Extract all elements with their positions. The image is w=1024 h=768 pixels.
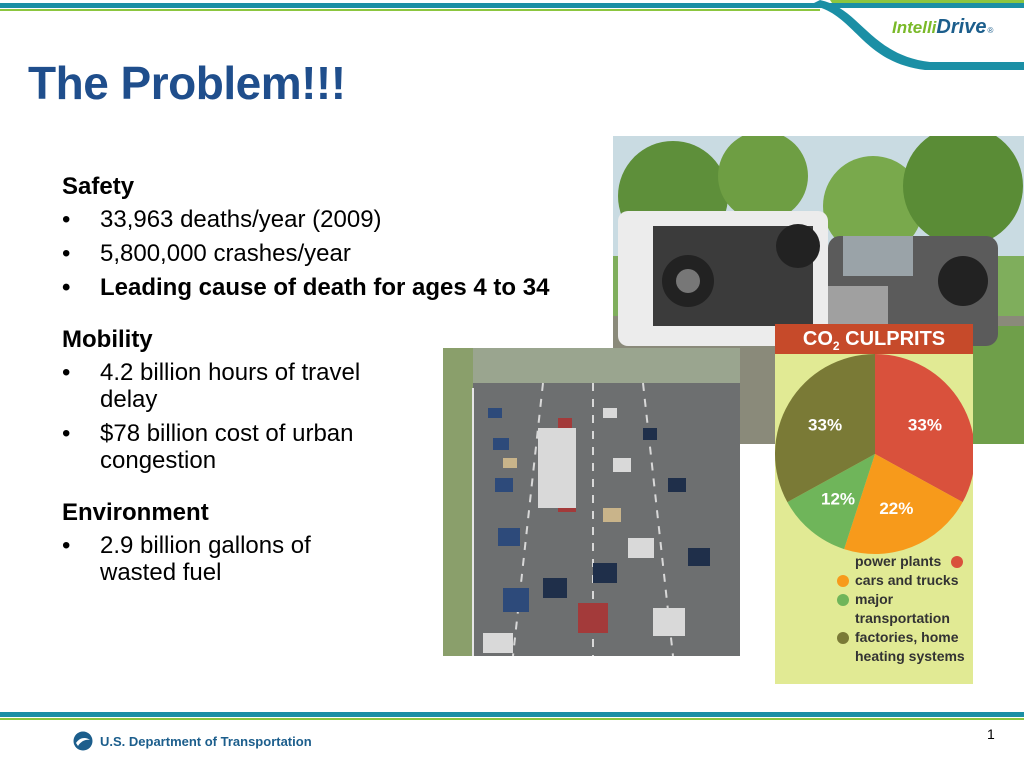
bullet-item: • $78 billion cost of urban congestion: [62, 420, 354, 474]
legend-label: transportation: [855, 610, 950, 626]
legend-label: heating systems: [855, 648, 965, 664]
section-safety: [62, 172, 582, 301]
intellidrive-logo: [892, 16, 993, 46]
chart-legend: [855, 552, 973, 666]
section-heading: Safety: [62, 173, 135, 200]
legend-label: factories, home: [855, 629, 959, 645]
bottom-rule-green: [0, 718, 1024, 720]
section-heading: Environment: [62, 499, 209, 526]
legend-marker: [837, 594, 849, 606]
dot-logo-icon: [73, 731, 93, 751]
pie-percent-label: 33%: [808, 415, 843, 435]
legend-label: cars and trucks: [855, 572, 959, 588]
pie-percent-label: 12%: [821, 489, 856, 509]
page-number: 1: [987, 726, 995, 742]
logo-text-intelli: Intelli: [892, 18, 937, 37]
legend-label: power plants: [855, 553, 942, 569]
slide-title: The Problem!!!: [28, 57, 346, 109]
legend-marker: [837, 632, 849, 644]
section-heading: Mobility: [62, 326, 153, 353]
bullet-item: • 4.2 billion hours of travel delay: [62, 359, 361, 413]
logo-text-drive: Drive: [936, 16, 987, 38]
bullet-item: • Leading cause of death for ages 4 to 34: [62, 274, 550, 301]
pie-percent-label: 22%: [879, 498, 914, 518]
bottom-rule-teal: [0, 712, 1024, 717]
logo-trademark: ®: [987, 26, 994, 35]
pie-percent-label: 33%: [907, 415, 942, 435]
legend-label: major: [855, 591, 894, 607]
top-rule-green: [0, 9, 820, 11]
legend-marker: [837, 575, 849, 587]
bullet-item: • 33,963 deaths/year (2009): [62, 206, 382, 233]
footer-agency: U.S. Department of Transportation: [100, 734, 312, 749]
bullet-item: • 5,800,000 crashes/year: [62, 240, 351, 267]
traffic-photo: [443, 348, 740, 656]
chart-title: $CO_2$ CULPRITS: [775, 324, 973, 354]
co2-chart-panel: [775, 324, 973, 684]
bullet-item: • 2.9 billion gallons of wasted fuel: [62, 532, 311, 586]
